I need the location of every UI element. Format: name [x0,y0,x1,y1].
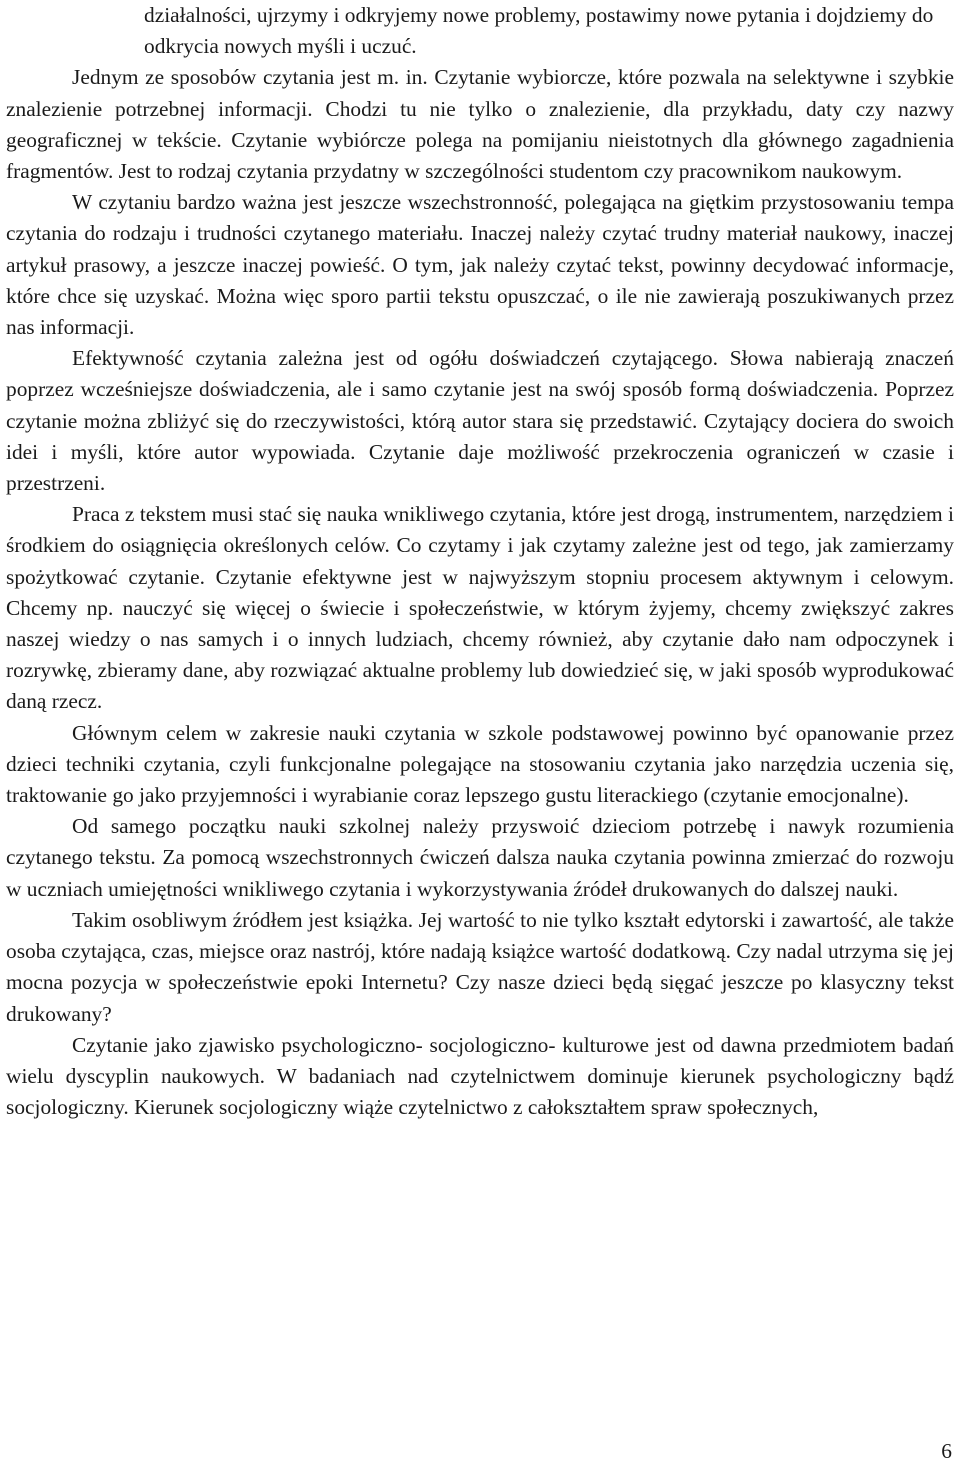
paragraph-7: Od samego początku nauki szkolnej należy przyswoić dzieciom potrzebę i nawyk rozumienia czytanego tekstu. Za pomocą wszechstronnych ćwiczeń dalsza nauka czytania powinna zmierzać do rozwoju w uczniach umiejętności wnikliwego czytania i wykorzystywania źródeł drukowanych do dalszej nauki. [6,814,954,901]
paragraph-3: W czytaniu bardzo ważna jest jeszcze wszechstronność, polegająca na giętkim przystosowaniu tempa czytania do rodzaju i trudności czytanego materiału. Inaczej należy czytać trudny materiał naukowy, inaczej artykuł prasowy, a jeszcze inaczej powieść. O tym, jak należy czytać tekst, powinny decydować informacje, które chce się uzyskać. Można więc sporo partii tekstu opuszczać, o ile nie zawierają poszukiwanych przez nas informacji. [6,190,954,340]
document-page [6,0,954,1123]
paragraph-9: Czytanie jako zjawisko psychologiczno- socjologiczno- kulturowe jest od dawna przedmiotem badań wielu dyscyplin naukowych. W badaniach nad czytelnictwem dominuje kierunek psychologiczny bądź socjologiczny. Kierunek socjologiczny wiąże czytelnictwo z całokształtem spraw społecznych, [6,1032,954,1120]
page-number: 6 [941,1439,952,1463]
paragraph-6: Głównym celem w zakresie nauki czytania w szkole podstawowej powinno być opanowanie przez dzieci techniki czytania, czyli funkcjonalne polegające na stosowaniu czytania jako narzędzia uczenia się, traktowanie go jako przyjemności i wyrabianie coraz lepszego gustu literackiego (czytanie emocjonalne). [6,720,954,808]
paragraph-2: Jednym ze sposobów czytania jest m. in. Czytanie wybiorcze, które pozwala na selektywne i szybkie znalezienie potrzebnej informacji. Chodzi tu nie tylko o znalezienie, dla przykładu, daty czy nazwy geograficznej w tekście. Czytanie wybiórcze polega na pomijaniu nieistotnych dla głównego zagadnienia fragmentów. Jest to rodzaj czytania przydatny w szczególności studentom czy pracownikom naukowym. [6,65,954,184]
paragraph-5: Praca z tekstem musi stać się nauka wnikliwego czytania, które jest drogą, instrumentem, narzędziem i środkiem do osiągnięcia określonych celów. Co czytamy i jak czytamy zależne jest od tego, jak zamierzamy spożytkować czytanie. Czytanie efektywne jest w najwyższym stopniu procesem aktywnym i celowym. Chcemy np. nauczyć się więcej o świecie i społeczeństwie, w którym żyjemy, chcemy zwiększyć zakres naszej wiedzy o nas samych i o innych ludziach, chcemy również, aby czytanie dało nam odpoczynek i rozrywkę, zbieramy dane, aby rozwiązać aktualne problemy lub dowiedzieć się, w jaki sposób wyprodukować daną rzecz. [6,502,954,714]
paragraph-8: Takim osobliwym źródłem jest książka. Jej wartość to nie tylko kształt edytorski i zawartość, ale także osoba czytająca, czas, miejsce oraz nastrój, które nadają książce wartość dodatkową. Czy nadal utrzyma się jej mocna pozycja w społeczeństwie epoki Internetu? Czy nasze dzieci będą sięgać jeszcze po klasyczny tekst drukowany? [6,907,954,1026]
paragraph-4: Efektywność czytania zależna jest od ogółu doświadczeń czytającego. Słowa nabierają znaczeń poprzez wcześniejsze doświadczenia, ale i samo czytanie jest na swój sposób formą doświadczenia. Poprzez czytanie można zbliżyć się do rzeczywistości, którą autor stara się przedstawić. Czytający dociera do swoich idei i myśli, które autor wypowiada. Czytanie daje możliwość przekroczenia ograniczeń w czasie i przestrzeni. [6,346,954,496]
paragraph-1: działalności, ujrzymy i odkryjemy nowe problemy, postawimy nowe pytania i dojdziemy do odkrycia nowych myśli i uczuć. [144,3,934,59]
